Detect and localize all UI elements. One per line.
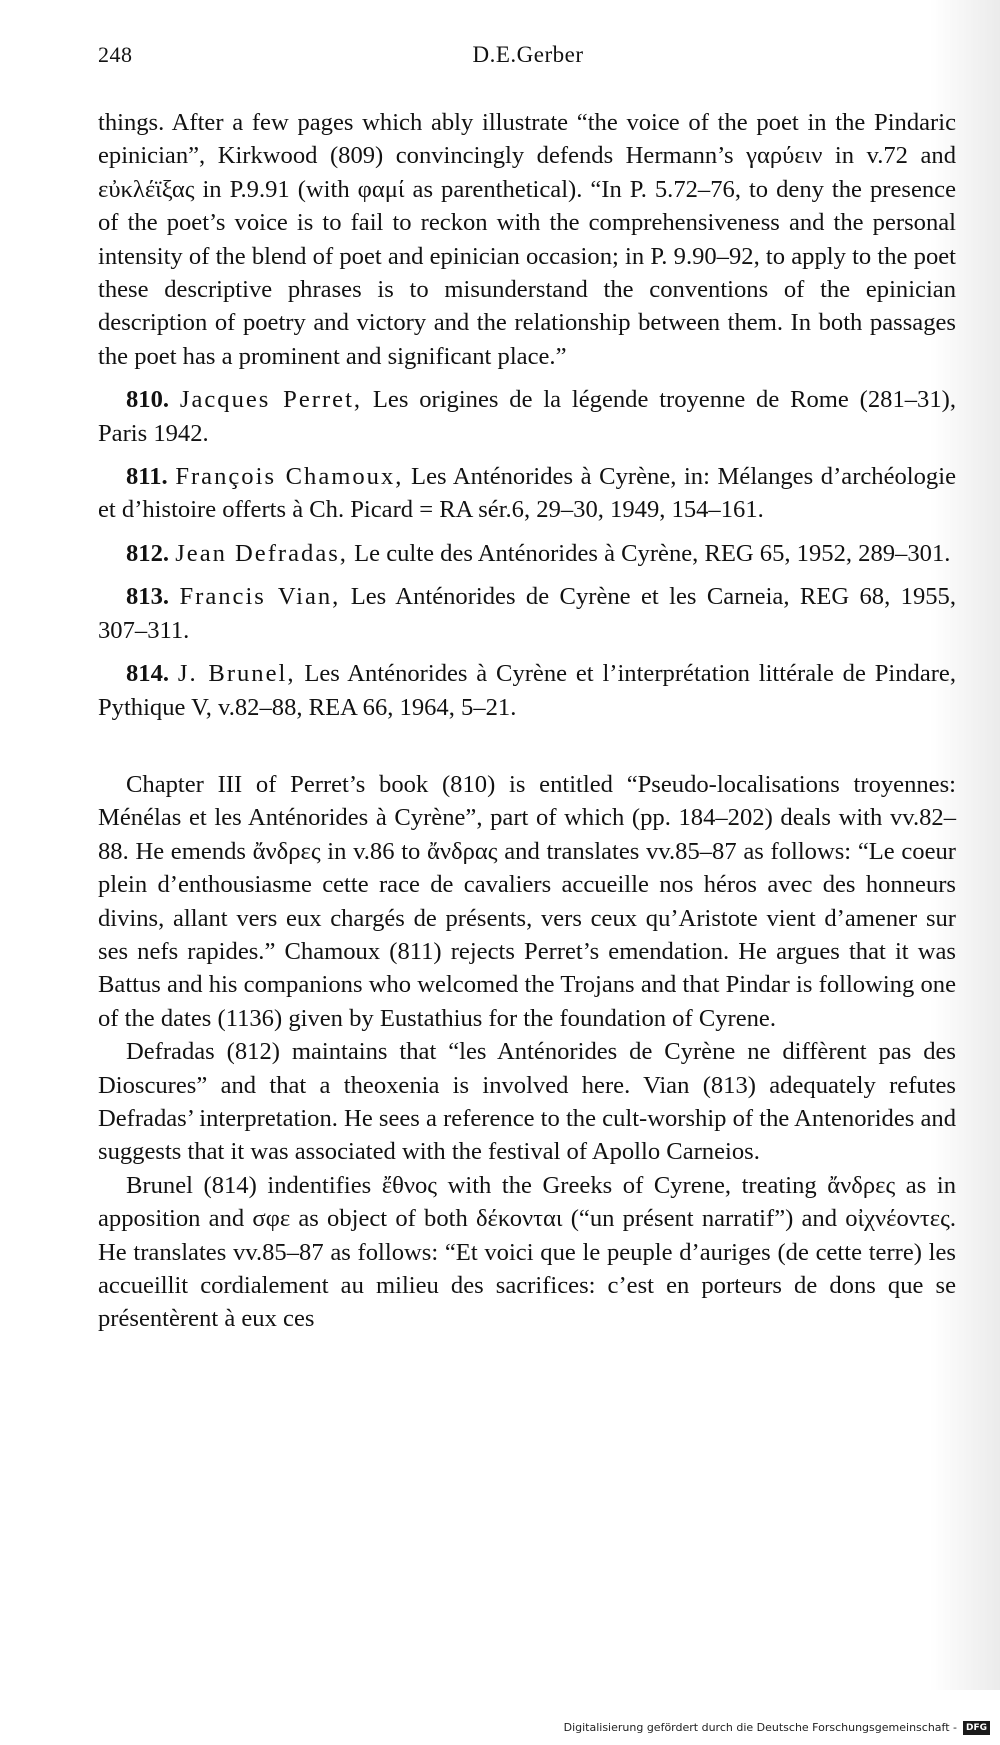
bibliography-entry-812 — [98, 537, 956, 570]
bibliography-entry-814 — [98, 657, 956, 724]
entry-number: 811. — [126, 463, 168, 491]
bibliography-entry-811 — [98, 460, 956, 527]
paragraph-defradas: Defradas (812) maintains that “les Anténorides de Cyrène ne diffèrent pas des Dioscures” and that a theoxenia is involved here. Vian (813) adequately refutes Defradas’ interpretation. He sees a reference to the cult-worship of the Antenorides and suggests that it was associated with the festival of Apollo Carneios. — [98, 1038, 956, 1166]
paragraph-kirkwood: things. After a few pages which ably illustrate “the voice of the poet in the Pindaric epinician”, Kirkwood (809) convincingly defends Hermann’s γαρύειν in v.72 and εὐκλέϊξας in P.9.91 (with φαμί as parenthetical). “In P. 5.72–76, to deny the presence of the poet’s voice is to fail to reckon with the comprehensiveness and the personal intensity of the blend of poet and epinician occasion; in P. 9.90–92, to apply to the poet these descriptive phrases is to misunderstand the conventions of the epinician description of poetry and victory and the relationship between them. In both passages the poet has a prominent and significant place.” — [98, 109, 956, 370]
entry-author: J. Brunel, — [177, 660, 296, 688]
entry-author: Jacques Perret, — [179, 386, 363, 414]
entry-author: Jean Defradas, — [175, 539, 348, 567]
bibliography-entry-813 — [98, 580, 956, 647]
entry-number: 813. — [126, 583, 170, 611]
body-text — [98, 106, 956, 1336]
entry-citation: Les origines de la légende troyenne de Rome (281–31), Paris 1942. — [98, 386, 956, 447]
entry-citation: Les Anténorides de Cyrène et les Carneia, REG 68, 1955, 307–311. — [98, 583, 957, 644]
bibliography-entry-810 — [98, 383, 956, 450]
entry-citation: Le culte des Anténorides à Cyrène, REG 65, 1952, 289–301. — [347, 539, 951, 567]
digitization-credit — [0, 1718, 990, 1740]
paragraph-brunel: Brunel (814) indentifies ἔθνος with the Greeks of Cyrene, treating ἄνδρες as in apposition and σφε as object of both δέκονται (“un présent narratif”) and οἰχνέοντες. He translates vv.85–87 as follows: “Et voici que le peuple d’auriges (de cette terre) les accueillit cordialement au milieu des sacrifices: c’est en porteurs de dons que se présentèrent à eux ces — [98, 1171, 956, 1333]
dfg-logo: DFG — [963, 1721, 990, 1735]
running-head: D.E.Gerber — [472, 42, 584, 67]
entry-citation: Les Anténorides à Cyrène et l’interprétation littérale de Pindare, Pythique V, v.82–88, REA 66, 1964, 5–21. — [98, 660, 956, 721]
credit-text: Digitalisierung gefördert durch die Deutsche Forschungsgemeinschaft - — [563, 1721, 957, 1734]
entry-number: 812. — [126, 539, 170, 567]
entry-author: Francis Vian, — [179, 583, 341, 611]
entry-number: 814. — [126, 660, 170, 688]
paragraph-perret: Chapter III of Perret’s book (810) is entitled “Pseudo-localisations troyennes: Ménélas et les Anténorides à Cyrène”, part of which (pp. 184–202) deals with vv.82–88. He emends ἄνδρες in v.86 to ἄνδρας and translates vv.85–87 as follows: “Le coeur plein d’enthousiasme cette race de cavaliers accueille nos héros avec des honneurs divins, allant vers eux chargés de présents, vers ceux qu’Aristote vient d’amener sur ses nefs rapides.” Chamoux (811) rejects Perret’s emendation. He argues that it was Battus and his companions who welcomed the Trojans and that Pindar is following one of the dates (1136) given by Eustathius for the foundation of Cyrene. — [98, 770, 956, 1032]
page-header — [98, 42, 958, 82]
entry-number: 810. — [126, 386, 170, 414]
page-number: 248 — [98, 42, 133, 67]
entry-author: François Chamoux, — [175, 463, 404, 491]
entry-citation: Les Anténorides à Cyrène, in: Mélanges d’archéologie et d’histoire offerts à Ch. Picard = RA sér.6, 29–30, 1949, 154–161. — [98, 463, 956, 524]
